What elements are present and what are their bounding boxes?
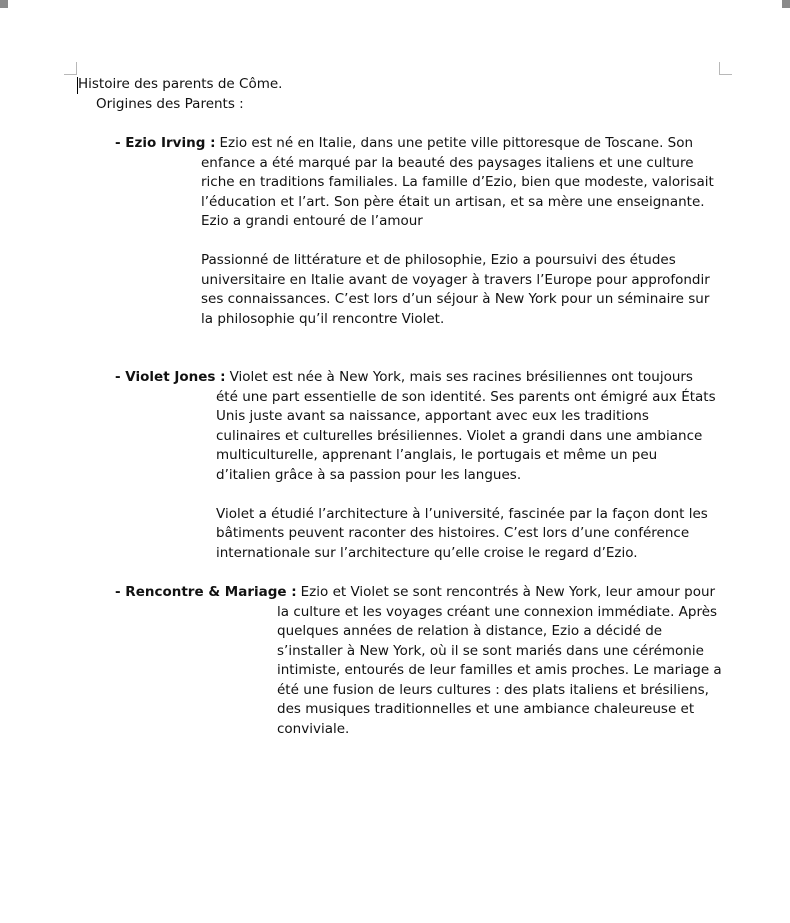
entry-label-ezio: - Ezio Irving :: [115, 135, 216, 151]
entry-body-rencontre-mariage: [277, 583, 722, 739]
document-title[interactable]: Histoire des parents de Côme.: [78, 76, 283, 92]
margin-corner-top-left: [64, 62, 77, 75]
entry-body-violet: [216, 368, 716, 563]
margin-corner-top-right: [719, 62, 732, 75]
entry-body-ezio: [201, 134, 721, 329]
page-edge-marker-right: [782, 0, 790, 8]
paragraph: Ezio et Violet se sont rencontrés à New York, leur amour pour la culture et les voyages créant une connexion immédiate. Après quelques années de relation à distance, Ezio a décidé de s’installer à New York, où il se sont mariés dans une cérémonie intimiste, entourés de leur familles et amis proches. Le mariage a été une fusion de leurs cultures : des plats italiens et brésiliens, des musiques traditionnelles et une ambiance chaleureuse et conviviale.: [277, 584, 722, 737]
entry-label-rencontre-mariage: - Rencontre & Mariage :: [115, 584, 297, 600]
entry-label-violet: - Violet Jones :: [115, 369, 226, 385]
paragraph: Passionné de littérature et de philosophie, Ezio a poursuivi des études universitaire en Italie avant de voyager à travers l’Europe pour approfondir ses connaissances. C’est lors d’un séjour à New York pour un séminaire sur la philosophie qu’il rencontre Violet.: [201, 252, 710, 327]
paragraph: Violet est née à New York, mais ses racines brésiliennes ont toujours été une part essentielle de son identité. Ses parents ont émigré aux États Unis juste avant sa naissance, apportant avec eux les traditions culinaires et culturelles brésiliennes. Violet a grandi dans une ambiance multiculturelle, apprenant l’anglais, le portugais et même un peu d’italien grâce à sa passion pour les langues.: [216, 369, 716, 483]
paragraph: Violet a étudié l’architecture à l’université, fascinée par la façon dont les bâtiments peuvent raconter des histoires. C’est lors d’une conférence internationale sur l’architecture qu’elle croise le regard d’Ezio.: [216, 505, 708, 561]
page-edge-marker-left: [0, 0, 8, 8]
document-subtitle[interactable]: Origines des Parents :: [96, 96, 244, 112]
paragraph: Ezio est né en Italie, dans une petite ville pittoresque de Toscane. Son enfance a été marqué par la beauté des paysages italiens et une culture riche en traditions familiales. La famille d’Ezio, bien que modeste, valorisait l’éducation et l’art. Son père était un artisan, et sa mère une enseignante. Ezio a grandi entouré de l’amour: [201, 135, 714, 229]
